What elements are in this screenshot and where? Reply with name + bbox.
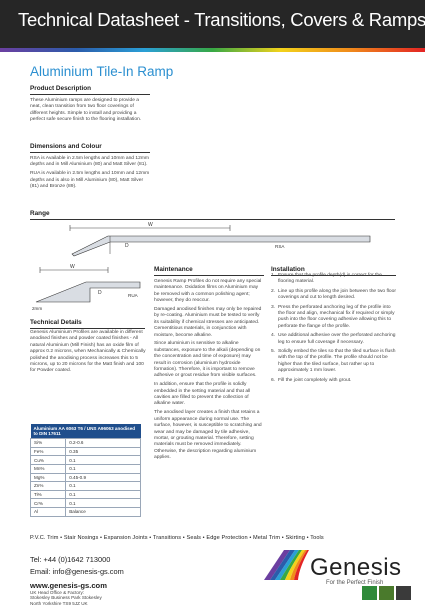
rua-d-label: D (98, 290, 102, 296)
brand-wordmark: Genesis (310, 554, 402, 581)
rsa-ramp-shape (72, 236, 370, 256)
technical-rule (30, 328, 145, 329)
table-row: Mn% 0.1 (31, 464, 141, 473)
list-item: 2. Line up this profile along the join between the two floor coverings and cut to length desired. (271, 288, 396, 301)
certification-badge-icon (396, 586, 411, 600)
description-heading: Product Description (30, 85, 92, 92)
technical-heading: Technical Details (30, 319, 82, 326)
range-heading: Range (30, 210, 50, 217)
rua-profile-drawing (30, 262, 155, 312)
table-row: Fe% 0.35 (31, 447, 141, 456)
maintenance-text (154, 279, 264, 464)
address-line: Stokesley Business Park Stokesley (30, 595, 102, 601)
page-title: Technical Datasheet - Transitions, Covers & Ramps (18, 9, 426, 30)
table-row: Cr% 0.1 (31, 499, 141, 508)
maintenance-paragraph: In addition, ensure that the profile is solidly embedded in the setting material and that all cavities are filled to prevent the collection of alkaline water. (154, 382, 251, 407)
list-item: 6. Fill the joint completely with grout. (271, 377, 352, 383)
applications-strip: P.V.C. Trim • Stair Nosings • Expansion Joints • Transitions • Seals • Edge Protection • Metal Trim • Skirting • Tools (30, 535, 324, 541)
list-item: 5. Solidly embed the tiles so that the tiled surface is flush with the top of the profile. The profile should not be higher than the tiled surface, but rather up to approximately 1 mm lower. (271, 349, 396, 374)
maintenance-paragraph: Damaged anodised finishes may only be repaired by re-coating. Aluminium must be tested to verify its suitability if chemical stresses are anticipated. Cementitious materials, in conjunction with moisture, become alkaline. (154, 307, 262, 338)
range-rule (30, 219, 395, 220)
list-item: 4. Use additional adhesive over the perforated anchoring leg to ensure full coverage if necessary. (271, 333, 396, 345)
address-block: UK Head Office & Factory: Stokesley Business Park Stokesley North Yorkshire TS9 5JZ UK (30, 590, 102, 606)
dimensions-rule (30, 152, 150, 153)
header-bar (0, 0, 425, 48)
alloy-composition-table (30, 424, 141, 517)
rainbow-stripe (0, 48, 425, 52)
dimensions-heading: Dimensions and Colour (30, 143, 102, 150)
rua-code-label: RUA (128, 293, 138, 298)
list-item: 3. Press the perforated anchoring leg of the profile into the floor and align, mechanical fix if required or simply push into the floor covering adhesive allowing this to perforate the flange of the profile. (271, 304, 395, 329)
installation-heading: Installation (271, 266, 305, 273)
rsa-code-label: RSA (275, 244, 285, 249)
rsa-profile-drawing (30, 222, 390, 262)
list-item: 1. Ensure that the profile depth(d) is correct for the flooring material. (271, 273, 382, 285)
maintenance-paragraph: The anodised layer creates a finish that retains a uniform appearance during normal use. The surface, however, is susceptible to scratching and wear and may be damaged by tile adhesive, mortar, or grouting material. Therefore, setting materials must be removed immediately. Otherwise, the description regarding aluminium applies. (154, 410, 262, 461)
contact-telephone: Tel: +44 (0)1642 713000 (30, 555, 111, 564)
website-link[interactable]: www.genesis-gs.com (30, 581, 107, 590)
genesis-logo-mark-icon (262, 548, 310, 584)
rsa-w-label: W (148, 222, 153, 228)
product-title: Aluminium Tile-In Ramp (30, 64, 174, 79)
certification-badge-icon (379, 586, 394, 600)
technical-text: Genesis Aluminium Profiles are available in different anodised finishes and powder coated finishes - All natural Aluminium (Mill Finish) has an oxide film of approx 0.2 microns, when Mechanically & Chemically polished the anodising process increases this to 5 microns, up to 20 microns for the Matt finish and 100 for Powder coated. (30, 330, 146, 374)
maintenance-rule (154, 275, 264, 276)
table-row: Ti% 0.1 (31, 490, 141, 499)
maintenance-paragraph: Genesis Ramp Profiles do not require any special maintenance. Oxidation films on Aluminium may be removed with a common polishing agent; however, they do reoccur. (154, 279, 262, 304)
address-line: North Yorkshire TS9 5JZ UK (30, 600, 88, 606)
description-rule (30, 94, 150, 95)
installation-steps (271, 273, 397, 387)
table-row: Zn% 0.1 (31, 482, 141, 491)
rua-w-label: W (70, 264, 75, 270)
dimensions-text (30, 156, 152, 193)
certification-badge-icon (362, 586, 377, 600)
dimensions-rua: RUA is Available in 2.5m lengths and 10mm and 12mm depths and is also in Mill Aluminium (80), Matt Silver (81) and Bronze (89). (30, 171, 150, 190)
maintenance-paragraph: Since aluminium is sensitive to alkaline substances, exposure to the alkali (depending on the concentration and time of exposure) may result in corrosion (aluminium hydroxide formation). Therefore, it is important to remove adhesive or grout residue from visible surfaces. (154, 341, 261, 379)
rsa-d-label: D (125, 243, 129, 249)
rua-mm-label: 2mm (32, 306, 43, 311)
maintenance-heading: Maintenance (154, 266, 193, 273)
contact-email[interactable]: Email: info@genesis-gs.com (30, 567, 124, 576)
brand-tagline: For the Perfect Finish (326, 580, 384, 586)
table-row: Si% 0.2-0.6 (31, 439, 141, 448)
dimensions-rsa: RSA is Available in 2.5m lengths and 10mm and 12mm depths and in Mill Aluminium (80) and Matt Silver (81). (30, 156, 149, 168)
table-row: Mg% 0.45-0.9 (31, 473, 141, 482)
rua-ramp-shape (36, 282, 140, 302)
table-row: Cu% 0.1 (31, 456, 141, 465)
alloy-table-header: Aluminium AA 6063 T6 / UNS A96063 anodised to DIN 17611 (31, 424, 141, 439)
table-row: Al Balance (31, 507, 141, 516)
description-text: These Aluminium ramps are designed to provide a neat, clean transition from two floor coverings of different heights. Simple to install and providing a perfect safe secure finish to the flooring installation. (30, 98, 142, 123)
